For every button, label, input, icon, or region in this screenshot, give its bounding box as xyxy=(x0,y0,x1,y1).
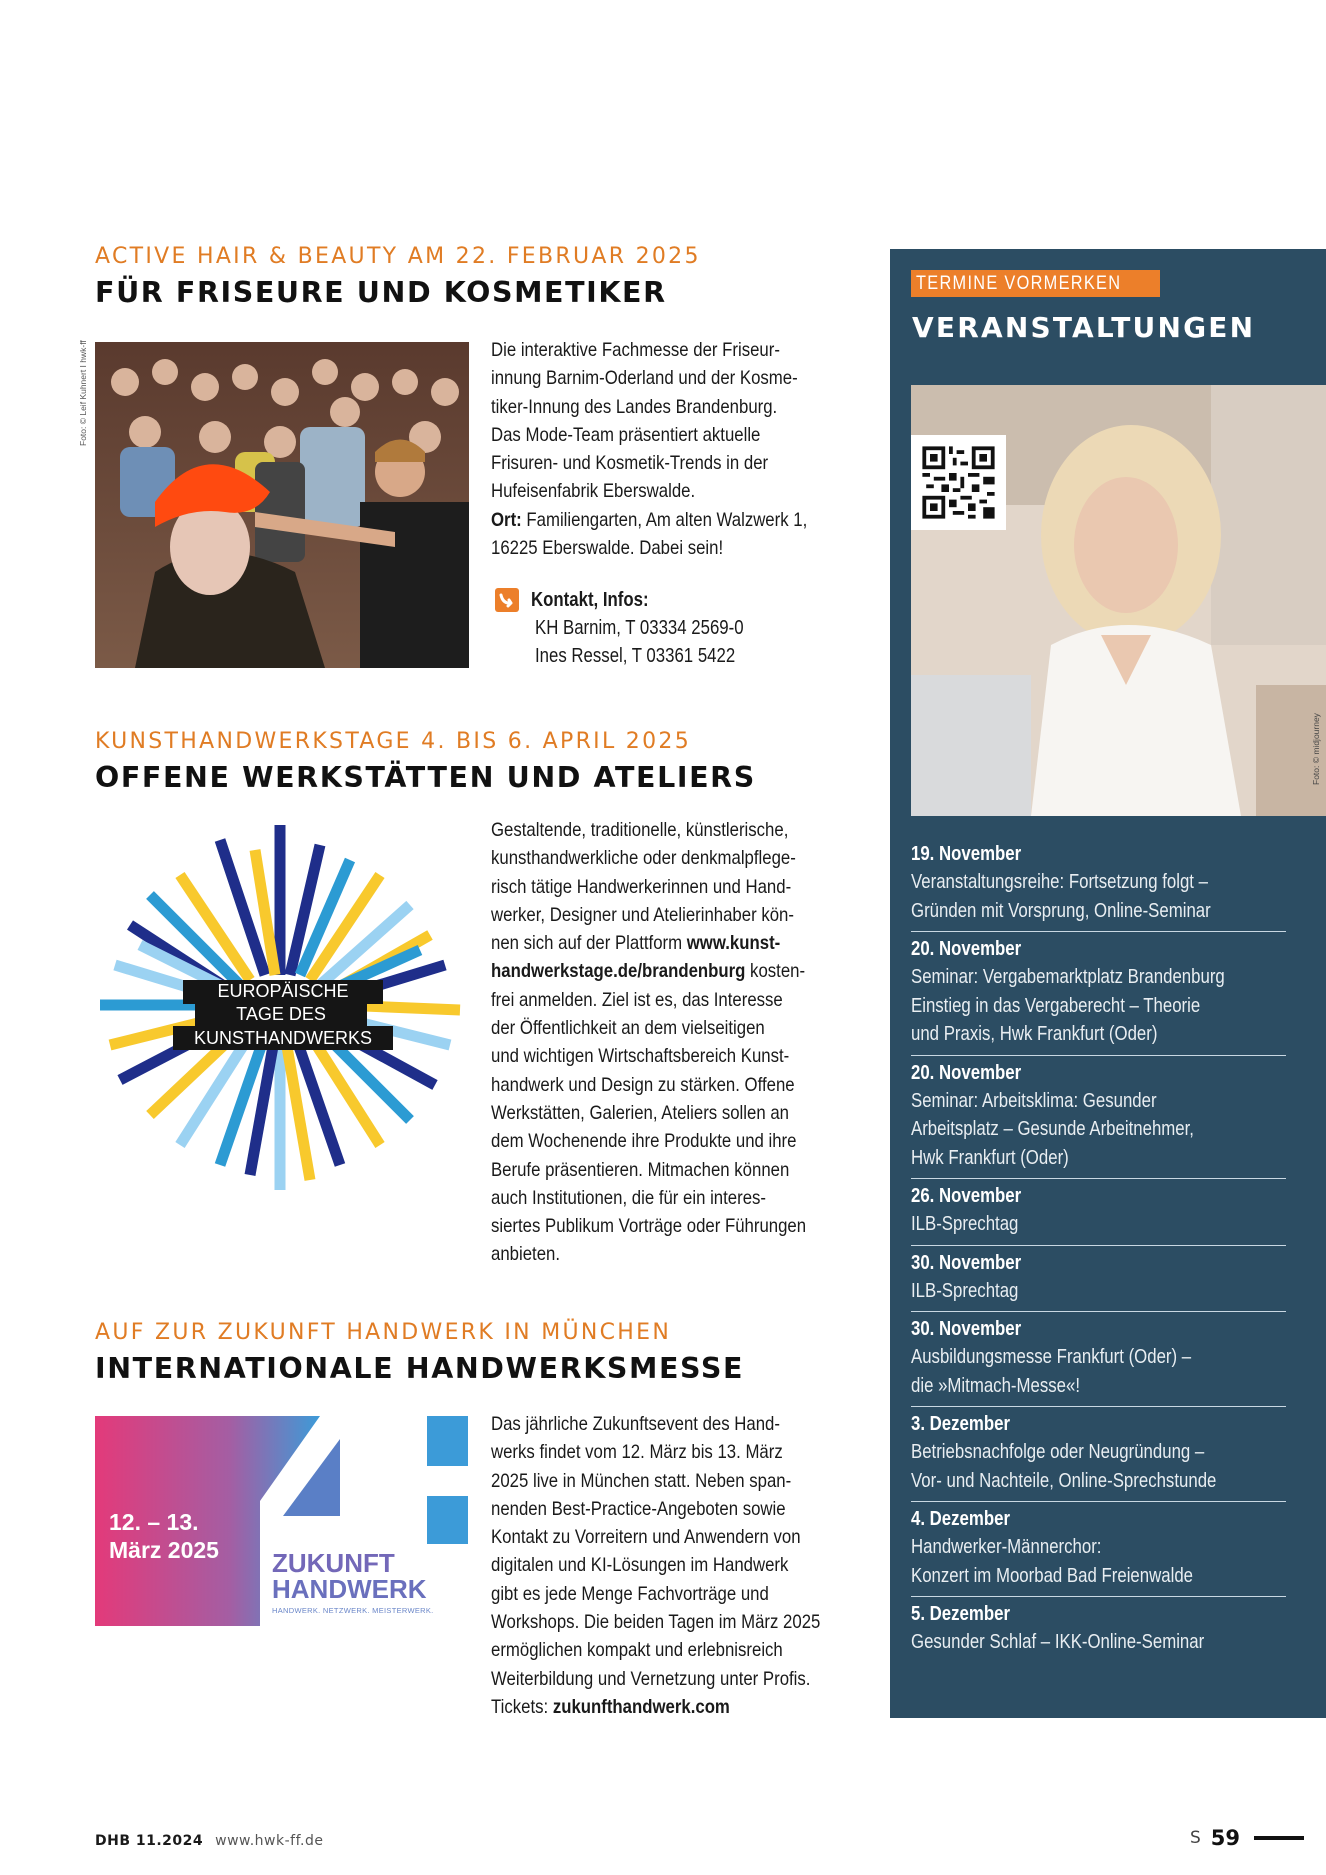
body-line: frei anmelden. Ziel ist es, das Interesse xyxy=(491,988,783,1011)
sidebar-photo xyxy=(911,385,1326,816)
body-line: Gestaltende, traditionelle, künstlerische, xyxy=(491,819,789,841)
banner-date-1: 12. – 13. xyxy=(109,1509,199,1535)
body-line: Die interaktive Fachmesse der Friseur- xyxy=(491,339,780,361)
arrow-icon xyxy=(495,588,519,612)
page-rule xyxy=(1254,1836,1304,1840)
page-number: 59 xyxy=(1210,1826,1240,1850)
website-link[interactable]: www.hwk-ff.de xyxy=(215,1833,324,1849)
body-line: innung Barnim-Oderland und der Kosme- xyxy=(491,367,798,390)
page-number-block xyxy=(1190,1826,1304,1850)
event-date: 20. November xyxy=(911,938,1022,960)
body-line: werks findet vom 12. März bis 13. März xyxy=(491,1441,783,1464)
event-description: Betriebsnachfolge oder Neugründung – Vor- und Nachteile, Online-Sprechstunde xyxy=(911,1441,1217,1492)
body-line-with-link xyxy=(491,957,826,985)
event-date: 30. November xyxy=(911,1251,1022,1274)
banner-date-2: März 2025 xyxy=(109,1537,219,1563)
contact-label: Kontakt, Infos: xyxy=(531,589,649,611)
event-item xyxy=(911,1407,1286,1502)
event-item xyxy=(911,1179,1286,1246)
event-date: 3. Dezember xyxy=(911,1413,1010,1435)
body-line: auch Institutionen, die für ein interes- xyxy=(491,1186,767,1209)
section-2-body xyxy=(491,816,881,1269)
body-line: der Öffentlichkeit an dem vielseitigen xyxy=(491,1017,765,1040)
body-line: digitalen und KI-Lösungen im Handwerk xyxy=(491,1554,789,1577)
event-date: 26. November xyxy=(911,1185,1022,1207)
location-label: Ort: xyxy=(491,508,522,531)
events-list xyxy=(911,837,1286,1663)
body-line: Frisuren- und Kosmetik-Trends in der xyxy=(491,452,769,475)
link-suffix: kosten- xyxy=(745,960,806,983)
event-date: 19. November xyxy=(911,843,1022,865)
section-1-kicker: ACTIVE HAIR & BEAUTY AM 22. FEBRUAR 2025 xyxy=(95,244,701,269)
body-line: Das jährliche Zukunftsevent des Hand- xyxy=(491,1413,780,1435)
event-description: Seminar: Vergabemarktplatz Brandenburg Einstieg in das Vergaberecht – Theorie und Praxis, Hwk Frankfurt (Oder) xyxy=(911,966,1225,1045)
location-line-2: 16225 Eberswalde. Dabei sein! xyxy=(491,537,724,560)
section-3-body xyxy=(491,1410,881,1721)
logo-line-2: TAGE DES xyxy=(236,1004,326,1024)
section-3-kicker: AUF ZUR ZUKUNFT HANDWERK IN MÜNCHEN xyxy=(95,1320,672,1345)
event-item xyxy=(911,1597,1286,1663)
page-prefix: S xyxy=(1189,1828,1201,1848)
qr-code-icon xyxy=(911,435,1006,530)
event-item xyxy=(911,1502,1286,1597)
body-line: gibt es jede Menge Fachvorträge und xyxy=(491,1582,769,1605)
body-line: ermöglichen kompakt und erlebnisreich xyxy=(491,1639,783,1662)
banner-brand-2: HANDWERK xyxy=(272,1574,427,1604)
location-value: Familiengarten, Am alten Walzwerk 1, xyxy=(521,508,808,531)
banner-tagline: HANDWERK. NETZWERK. MEISTERWERK. xyxy=(272,1606,434,1615)
event-item xyxy=(911,932,1286,1056)
body-line: Kontakt zu Vorreitern und Anwendern von xyxy=(491,1526,801,1549)
body-line: anbieten. xyxy=(491,1243,561,1266)
tickets-label: Tickets: xyxy=(491,1695,553,1718)
body-line: Hufeisenfabrik Eberswalde. xyxy=(491,480,696,503)
location-line xyxy=(491,506,826,534)
event-item xyxy=(911,1056,1286,1180)
event-description: ILB-Sprechtag xyxy=(911,1213,1019,1235)
event-date: 30. November xyxy=(911,1318,1022,1340)
body-line: tiker-Innung des Landes Brandenburg. xyxy=(491,395,778,418)
body-line: 2025 live in München statt. Neben span- xyxy=(491,1469,792,1492)
platform-link-part2[interactable]: handwerkstage.de/brandenburg xyxy=(491,960,746,983)
hair-show-illustration xyxy=(95,342,469,668)
tickets-line xyxy=(491,1693,826,1721)
sidebar-title: VERANSTALTUNGEN xyxy=(912,311,1256,344)
event-description: Veranstaltungsreihe: Fortsetzung folgt – Gründen mit Vorsprung, Online-Seminar xyxy=(911,871,1211,922)
body-line: Werkstätten, Galerien, Ateliers sollen an xyxy=(491,1101,789,1124)
body-line: werker, Designer und Atelierinhaber kön- xyxy=(491,903,794,926)
body-line-with-link xyxy=(491,929,826,957)
section-3-headline: INTERNATIONALE HANDWERKSMESSE xyxy=(95,1352,745,1385)
section-1-body xyxy=(491,336,881,562)
event-description: ILB-Sprechtag xyxy=(911,1279,1019,1302)
event-item xyxy=(911,837,1286,932)
body-line: handwerk und Design zu stärken. Offene xyxy=(491,1073,795,1096)
footer-left xyxy=(95,1832,323,1849)
event-item xyxy=(911,1246,1286,1313)
body-line: Workshops. Die beiden Tagen im März 2025 xyxy=(491,1611,821,1634)
tickets-link[interactable]: zukunfthandwerk.com xyxy=(552,1695,730,1718)
logo-line-1: EUROPÄISCHE xyxy=(217,981,349,1001)
link-prefix: nen sich auf der Plattform xyxy=(491,932,687,955)
body-line: kunsthandwerkliche oder denkmalpflege- xyxy=(491,847,796,870)
banner-brand-1: ZUKUNFT xyxy=(272,1548,395,1578)
sidebar-tag xyxy=(911,270,1160,297)
contact-line: KH Barnim, T 03334 2569-0 xyxy=(535,617,744,639)
zukunft-handwerk-banner xyxy=(95,1416,468,1626)
event-description: Seminar: Arbeitsklima: Gesunder Arbeitsplatz – Gesunde Arbeitnehmer, Hwk Frankfurt (Oder) xyxy=(911,1089,1194,1169)
event-item xyxy=(911,1312,1286,1407)
body-line: Berufe präsentieren. Mitmachen können xyxy=(491,1158,790,1181)
body-line: nenden Best-Practice-Angeboten sowie xyxy=(491,1497,786,1520)
body-line: risch tätige Handwerkerinnen und Hand- xyxy=(491,875,792,898)
photo-credit-1: Foto: © Leif Kuhnert I hwk-ff xyxy=(78,340,88,446)
body-line: und wichtigen Wirtschaftsbereich Kunst- xyxy=(491,1045,790,1068)
kunsthandwerk-logo xyxy=(95,815,470,1195)
logo-line-3: KUNSTHANDWERKS xyxy=(193,1028,372,1048)
event-description: Handwerker-Männerchor: Konzert im Moorbad Bad Freienwalde xyxy=(911,1536,1194,1587)
section-1-headline: FÜR FRISEURE UND KOSMETIKER xyxy=(95,276,667,309)
event-date: 5. Dezember xyxy=(911,1603,1010,1625)
hair-show-photo xyxy=(95,342,469,668)
issue-label: DHB 11.2024 xyxy=(95,1833,204,1849)
event-date: 20. November xyxy=(911,1061,1022,1084)
sidebar-tag-label: TERMINE VORMERKEN xyxy=(916,273,1122,294)
qr-code[interactable] xyxy=(911,435,1006,530)
platform-link-part1[interactable]: www.kunst- xyxy=(686,932,781,955)
event-description: Ausbildungsmesse Frankfurt (Oder) – die »Mitmach-Messe«! xyxy=(911,1346,1192,1397)
sidebar-photo-credit: Foto: © midjourney xyxy=(1311,713,1321,785)
event-date: 4. Dezember xyxy=(911,1508,1010,1530)
body-line: Weiterbildung und Vernetzung unter Profis. xyxy=(491,1667,811,1690)
section-2-kicker: KUNSTHANDWERKSTAGE 4. BIS 6. APRIL 2025 xyxy=(95,729,691,754)
contact-line: Ines Ressel, T 03361 5422 xyxy=(535,645,736,667)
section-2-headline: OFFENE WERKSTÄTTEN UND ATELIERS xyxy=(95,761,756,794)
event-description: Gesunder Schlaf – IKK-Online-Seminar xyxy=(911,1631,1205,1653)
body-line: Das Mode-Team präsentiert aktuelle xyxy=(491,423,761,446)
body-line: siertes Publikum Vorträge oder Führungen xyxy=(491,1215,807,1238)
events-sidebar xyxy=(890,249,1326,1718)
body-line: dem Wochenende ihre Produkte und ihre xyxy=(491,1130,797,1153)
